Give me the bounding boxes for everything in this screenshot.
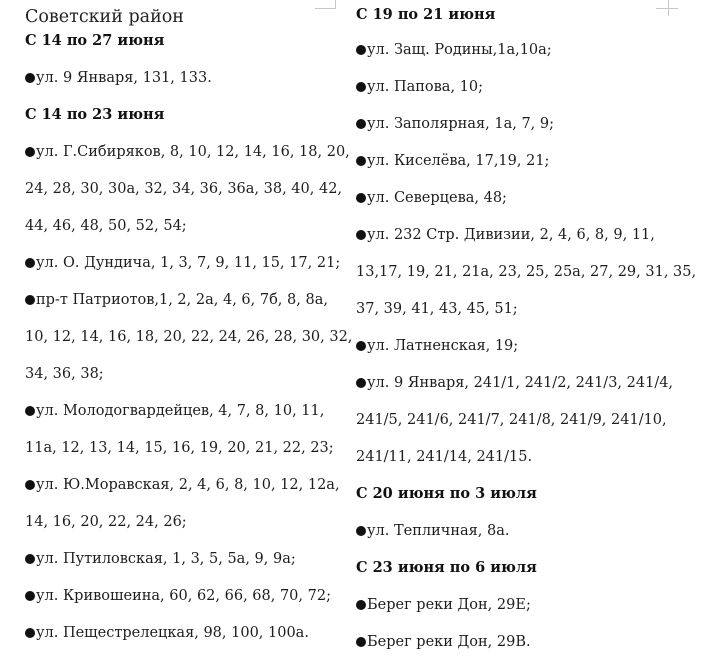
address-line [25, 254, 340, 272]
bullet-icon [356, 119, 366, 129]
bullet-icon [356, 378, 366, 388]
address-line [25, 476, 340, 494]
address-entry [356, 522, 676, 540]
address-line [356, 596, 676, 614]
address-line [25, 69, 340, 87]
district-heading: Советский район [25, 7, 184, 27]
date-range-heading: С 23 июня по 6 июля [356, 559, 537, 576]
date-range-heading: С 14 по 23 июня [25, 106, 165, 123]
address-text: 241/11, 241/14, 241/15. [356, 449, 533, 465]
address-entry [25, 476, 340, 531]
address-entry [356, 337, 676, 355]
address-entry [356, 41, 676, 59]
address-text: ул. 9 Января, 131, 133. [36, 70, 212, 86]
right-column [356, 0, 697, 651]
address-line [25, 439, 340, 457]
address-text: ул. Латненская, 19; [367, 338, 519, 354]
address-line [356, 448, 676, 466]
bullet-icon [356, 600, 366, 610]
address-entry [356, 115, 676, 133]
address-text: 34, 36, 38; [25, 366, 104, 382]
bullet-icon [356, 45, 366, 55]
address-line [25, 180, 343, 198]
address-text: ул. Ю.Моравская, 2, 4, 6, 8, 10, 12, 12а, [36, 477, 340, 493]
bullet-icon [25, 406, 35, 416]
address-line [356, 41, 676, 59]
date-range-heading: С 20 июня по 3 июля [356, 485, 537, 502]
address-line [356, 263, 697, 281]
address-entry [25, 254, 340, 272]
address-line [356, 522, 676, 540]
right-blocks [356, 0, 697, 651]
address-line [356, 633, 676, 651]
date-range-heading: С 19 по 21 июня [356, 6, 496, 23]
address-text: 24, 28, 30, 30а, 32, 34, 36, 36а, 38, 40, 42, [25, 181, 343, 197]
left-blocks [25, 32, 353, 642]
address-text: ул. Папова, 10; [367, 79, 484, 95]
address-entry [356, 374, 676, 466]
address-line [25, 513, 340, 531]
address-line [25, 217, 340, 235]
address-entry [25, 69, 340, 87]
address-text: ул. Киселёва, 17,19, 21; [367, 153, 550, 169]
bullet-icon [25, 480, 35, 490]
bullet-icon [25, 295, 35, 305]
address-text: ул. Заполярная, 1а, 7, 9; [367, 116, 554, 132]
address-text: ул. 232 Стр. Дивизии, 2, 4, 6, 8, 9, 11, [367, 227, 655, 243]
address-text: ул. Северцева, 48; [367, 190, 507, 206]
address-text: пр-т Патриотов,1, 2, 2а, 4, 6, 7б, 8, 8а, [36, 292, 328, 308]
date-range-heading: С 14 по 27 июня [25, 32, 165, 49]
address-entry [356, 633, 676, 651]
address-line [25, 365, 340, 383]
address-text: ул. Защ. Родины,1а,10а; [367, 42, 552, 58]
bullet-icon [356, 156, 366, 166]
bullet-icon [356, 341, 366, 351]
address-line [356, 78, 676, 96]
bullet-icon [25, 73, 35, 83]
address-text: ул. О. Дундича, 1, 3, 7, 9, 11, 15, 17, 21; [36, 255, 341, 271]
address-entry [356, 596, 676, 614]
bullet-icon [356, 526, 366, 536]
address-line [356, 226, 676, 244]
address-entry [356, 189, 676, 207]
address-entry [356, 78, 676, 96]
bullet-icon [25, 554, 35, 564]
address-entry [25, 143, 350, 235]
address-line [356, 189, 676, 207]
address-entry [356, 226, 697, 318]
bullet-icon [356, 82, 366, 92]
address-line [356, 152, 676, 170]
address-entry [25, 587, 340, 605]
address-text: ул. 9 Января, 241/1, 241/2, 241/3, 241/4, [367, 375, 674, 391]
address-text: ул. Путиловская, 1, 3, 5, 5а, 9, 9а; [36, 551, 296, 567]
address-text: 14, 16, 20, 22, 24, 26; [25, 514, 187, 530]
address-text: Берег реки Дон, 29Е; [367, 597, 531, 613]
address-line [25, 550, 340, 568]
bullet-icon [356, 637, 366, 647]
address-line [356, 411, 676, 429]
bullet-icon [25, 258, 35, 268]
address-text: ул. Г.Сибиряков, 8, 10, 12, 14, 16, 18, 20, [36, 144, 350, 160]
address-text: 13,17, 19, 21, 21а, 23, 25, 25а, 27, 29, 31, 35, [356, 264, 697, 280]
address-text: 11а, 12, 13, 14, 15, 16, 19, 20, 21, 22, 23; [25, 440, 334, 456]
address-text: 10, 12, 14, 16, 18, 20, 22, 24, 26, 28, 30, 32, [25, 329, 353, 345]
address-line [356, 300, 676, 318]
left-column [25, 0, 353, 642]
address-text: 37, 39, 41, 43, 45, 51; [356, 301, 518, 317]
address-text: Берег реки Дон, 29В. [367, 634, 531, 650]
address-line [25, 587, 340, 605]
address-text: 44, 46, 48, 50, 52, 54; [25, 218, 187, 234]
address-line [25, 402, 340, 420]
address-text: ул. Кривошеина, 60, 62, 66, 68, 70, 72; [36, 588, 331, 604]
address-text: ул. Молодогвардейцев, 4, 7, 8, 10, 11, [36, 403, 325, 419]
bullet-icon [356, 230, 366, 240]
address-entry [25, 291, 353, 383]
address-text: ул. Пещестрелецкая, 98, 100, 100а. [36, 625, 309, 641]
address-line [25, 143, 350, 161]
address-line [356, 115, 676, 133]
address-line [25, 624, 340, 642]
bullet-icon [25, 591, 35, 601]
address-entry [356, 152, 676, 170]
address-line [356, 337, 676, 355]
bullet-icon [25, 147, 35, 157]
address-entry [25, 624, 340, 642]
address-text: 241/5, 241/6, 241/7, 241/8, 241/9, 241/10, [356, 412, 667, 428]
bullet-icon [25, 628, 35, 638]
address-entry [25, 402, 340, 457]
bullet-icon [356, 193, 366, 203]
address-line [25, 328, 353, 346]
address-entry [25, 550, 340, 568]
address-text: ул. Тепличная, 8а. [367, 523, 510, 539]
address-line [25, 291, 340, 309]
address-line [356, 374, 676, 392]
